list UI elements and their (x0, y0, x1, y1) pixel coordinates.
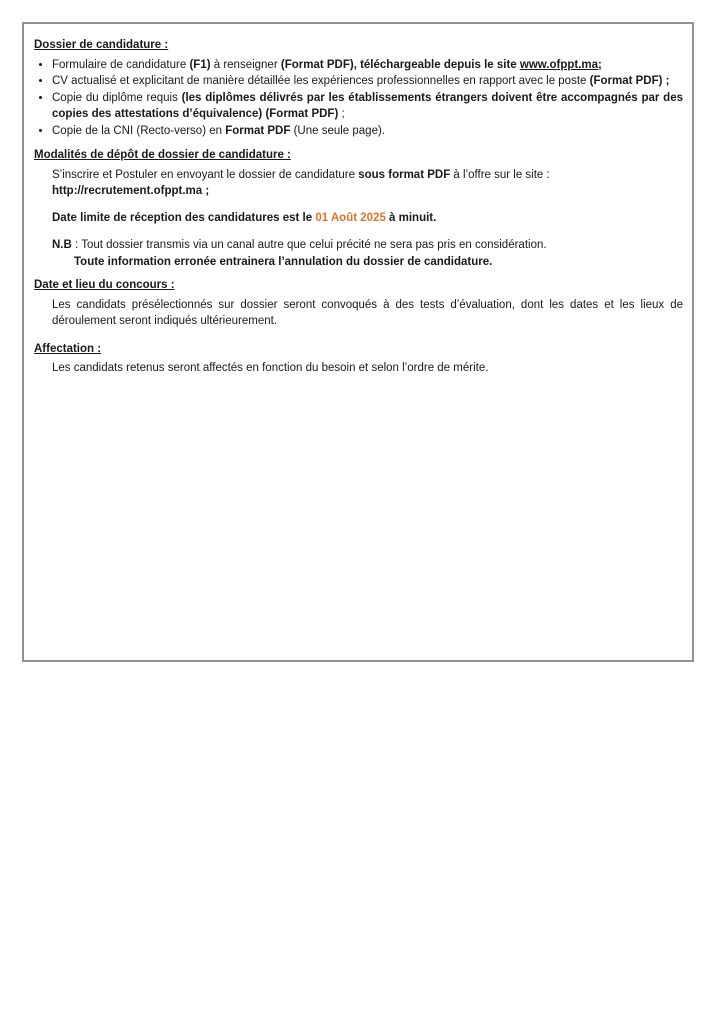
text-run: : Tout dossier transmis via un canal autre que celui précité ne sera pas pris en considération. (71, 239, 547, 251)
section-modalites (34, 147, 683, 270)
recrutement-url-link[interactable]: http://recrutement.ofppt.ma ; (52, 185, 210, 197)
warning-text: Toute information erronée entrainera l’annulation du dossier de candidature. (74, 255, 493, 268)
text-run: à l’offre sur le site : (450, 168, 550, 181)
text-run: (les diplômes délivrés par les établissements étrangers doivent être accompagnés par des copies des attestations d’équivalence) (Format PDF) (52, 91, 684, 120)
text-run: Formulaire de candidature (52, 58, 190, 71)
bullet-diplome (52, 90, 683, 123)
text-run: sous format PDF (358, 168, 451, 181)
nb-note (52, 237, 683, 254)
content-frame (22, 22, 694, 662)
section-dossier (34, 37, 683, 139)
modalites-paragraph (52, 167, 683, 184)
deadline-date: 01 Août 2025 (315, 211, 386, 224)
text-run: S’inscrire et Postuler en envoyant le dossier de candidature (52, 168, 359, 181)
text-run: (F1) (189, 58, 211, 71)
text-run: (Une seule page). (290, 124, 386, 137)
deadline-line (52, 210, 683, 227)
text-run: (Format PDF), téléchargeable depuis le site (280, 58, 520, 71)
concours-paragraph: Les candidats présélectionnés sur dossier seront convoqués à des tests d’évaluation, dont les dates et les lieux de déroulement seront indiqués ultérieurement. (52, 298, 683, 327)
text-run: (Format PDF) ; (589, 75, 670, 87)
text-run: Copie de la CNI (Recto-verso) en (52, 124, 226, 137)
section-dossier-heading: Dossier de candidature : (34, 39, 169, 51)
section-affectation-heading: Affectation : (34, 342, 102, 355)
section-concours (34, 277, 683, 330)
text-run: CV actualisé et explicitant de manière détaillée les expériences professionnelles en rapport avec le poste (52, 75, 590, 87)
bullet-formulaire (52, 57, 683, 74)
bullet-cni (52, 123, 683, 140)
section-affectation (34, 341, 683, 377)
section-concours-heading: Date et lieu du concours : (34, 279, 175, 291)
nb-label: N.B (52, 239, 72, 251)
dossier-bullet-list (34, 57, 683, 140)
affectation-paragraph: Les candidats retenus seront affectés en fonction du besoin et selon l’ordre de mérite. (52, 362, 489, 374)
text-run: à renseigner (210, 58, 281, 71)
text-run: ; (338, 108, 345, 120)
text-run: à minuit. (385, 211, 437, 224)
section-modalites-heading: Modalités de dépôt de dossier de candidature : (34, 149, 291, 161)
ofppt-site-link[interactable]: www.ofppt.ma; (519, 58, 602, 71)
bullet-cv (52, 73, 683, 90)
text-run: Date limite de réception des candidatures est le (52, 211, 316, 224)
text-run: Format PDF (225, 124, 291, 137)
text-run: Copie du diplôme requis (52, 91, 182, 104)
